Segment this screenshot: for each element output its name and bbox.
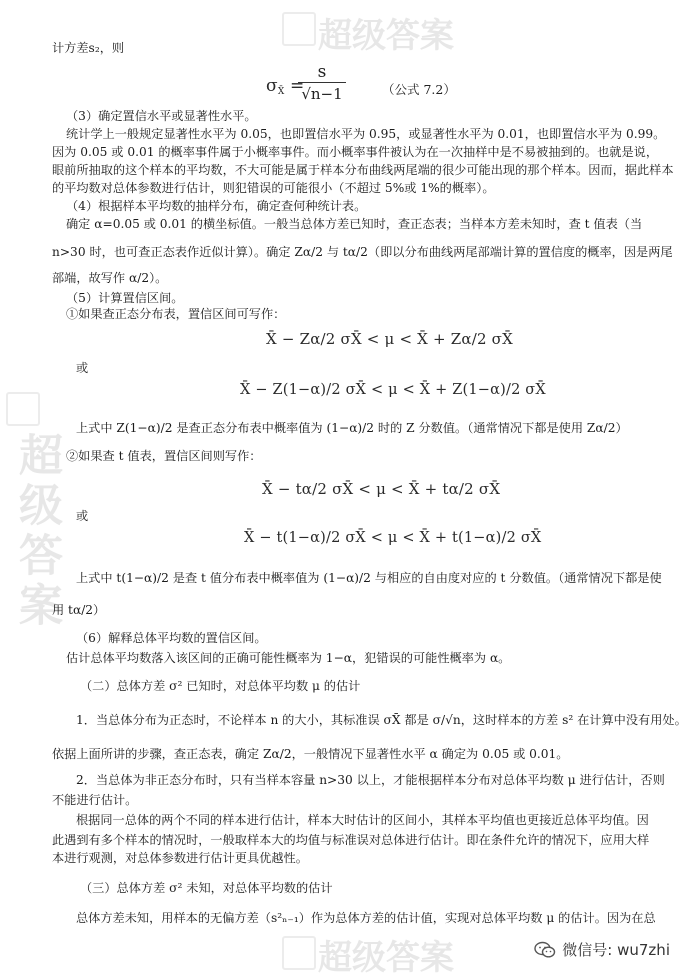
formula-label: （公式 7.2）	[382, 82, 456, 97]
formula-z-interval: X̄ − Zα/2 σX̄ < μ < X̄ + Zα/2 σX̄	[266, 330, 513, 348]
paragraph-line: 估计总体平均数落入该区间的正确可能性概率为 1−α，犯错误的可能性概率为 α。	[66, 651, 511, 665]
section-heading: （3）确定置信水平或显著性水平。	[66, 109, 257, 123]
subsection-heading: （二）总体方差 σ² 已知时，对总体平均数 μ 的估计	[80, 679, 361, 693]
paragraph-line: 的平均数对总体参数进行估计，则犯错误的可能很小（不超过 5%或 1%的概率）。	[52, 181, 495, 195]
paragraph-line: 依据上面所讲的步骤，查正态表，确定 Zα/2，一般情况下显著性水平 α 确定为 0.05 或 0.01。	[52, 747, 569, 761]
wechat-icon	[534, 941, 556, 959]
paragraph-line: ①如果查正态分布表，置信区间可写作：	[66, 307, 286, 321]
paragraph-line: 此遇到有多个样本的情况时，一般取样本大的均值与标准误对总体进行估计。即在条件允许的情况下，应用大样	[52, 833, 650, 847]
formula-z-interval-alt: X̄ − Z(1−α)/2 σX̄ < μ < X̄ + Z(1−α)/2 σX̄	[240, 382, 546, 398]
wechat-label: 微信号: wu7zhi	[562, 941, 670, 959]
paragraph-line: 上式中 t(1−α)/2 是查 t 值分布表中概率值为 (1−α)/2 与相应的自由度对应的 t 分数值。（通常情况下都是使	[76, 571, 662, 585]
formula-7-2-left: $\sigma_{X̄}$ =	[266, 76, 305, 97]
paragraph-line: 确定 α=0.05 或 0.01 的横坐标值。一般当总体方差已知时，查正态表；当样本方差未知时，查 t 值表（当	[66, 217, 643, 231]
formula-7-2-fraction	[298, 62, 346, 105]
watermark-top: 超级答案	[318, 16, 454, 56]
paragraph-line: 因为 0.05 或 0.01 的概率事件属于小概率事件。而小概率事件被认为在一次抽样中是不易被抽到的。也就是说，	[52, 145, 659, 159]
subsection-heading: （三）总体方差 σ² 未知，对总体平均数的估计	[80, 881, 333, 895]
section-heading: （6）解释总体平均数的置信区间。	[76, 631, 267, 645]
formula-sigma: σ	[266, 76, 278, 96]
paragraph-line: 根据同一总体的两个不同的样本进行估计，样本大时估计的区间小，其样本平均值也更接近总体平均值。因	[76, 813, 649, 827]
watermark-logo-icon	[282, 936, 316, 970]
formula-t-interval: X̄ − tα/2 σX̄ < μ < X̄ + tα/2 σX̄	[262, 480, 501, 498]
paragraph-line: 1．当总体分布为正态时，不论样本 n 的大小，其标准误 σX̄ 都是 σ/√n，这时样本的方差 s² 在计算中没有用处。	[76, 713, 687, 727]
paragraph-line: 2．当总体为非正态分布时，只有当样本容量 n>30 以上，才能根据样本分布对总体平均数 μ 进行估计，否则	[76, 773, 665, 787]
or-label: 或	[76, 361, 89, 375]
paragraph-line: 不能进行估计。	[52, 793, 138, 807]
or-label: 或	[76, 509, 89, 523]
paragraph-line: 总体方差未知，用样本的无偏方差（s²ₙ₋₁）作为总体方差的估计值，实现对总体平均数 μ 的估计。因为在总	[76, 911, 656, 925]
paragraph-line: 眼前所抽取的这个样本的平均数，不大可能是属于样本分布曲线两尾端的很少可能出现的那个样本。因而，据此样本	[52, 163, 674, 177]
paragraph-line: ②如果查 t 值表，置信区间则写作：	[66, 449, 262, 463]
paragraph-line: 上式中 Z(1−α)/2 是查正态分布表中概率值为 (1−α)/2 时的 Z 分数值。（通常情况下都是使用 Zα/2）	[76, 421, 628, 435]
paragraph-line: 部端，故写作 α/2）。	[52, 271, 168, 285]
formula-subscript: X̄	[277, 87, 285, 97]
watermark-logo-icon	[6, 392, 40, 426]
paragraph-line: 用 tα/2）	[52, 603, 106, 617]
watermark-bottom: 超级答案	[318, 938, 454, 978]
fraction-numerator: s	[298, 62, 346, 83]
formula-t-interval-alt: X̄ − t(1−α)/2 σX̄ < μ < X̄ + t(1−α)/2 σX̄	[244, 530, 542, 546]
wechat-badge	[534, 939, 670, 960]
fraction-denominator: √n−1	[301, 85, 343, 103]
section-heading: （4）根据样本平均数的抽样分布，确定查何种统计表。	[66, 199, 367, 213]
watermark-side: 超级答案	[11, 432, 62, 632]
watermark-logo-icon	[282, 12, 316, 46]
paragraph-line: 统计学上一般规定显著性水平为 0.05，也即置信水平为 0.95，或显著性水平为 0.01，也即置信水平为 0.99。	[66, 127, 666, 141]
paragraph-line: n>30 时，也可查正态表作近似计算）。确定 Zα/2 与 tα/2（即以分布曲线两尾部端计算的置信度的概率，因是两尾	[52, 245, 673, 259]
text-line: 计方差s₂，则	[52, 41, 125, 55]
paragraph-line: 本进行观测，对总体参数进行估计更具优越性。	[52, 851, 308, 865]
section-heading: （5）计算置信区间。	[66, 291, 184, 305]
